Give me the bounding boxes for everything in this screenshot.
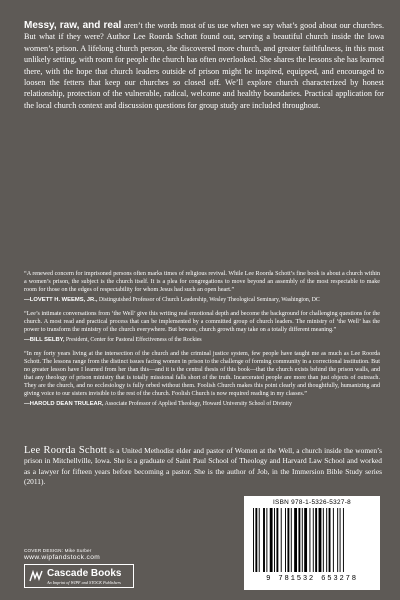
author-bio [24,446,382,488]
barcode-bar [323,508,324,572]
endorsement [24,350,380,408]
barcode-bar [309,508,310,572]
barcode-bar [294,508,297,572]
barcode-bar [287,508,289,572]
author-bio-text: is a United Methodist elder and pastor of Women at the Well, a church inside the women’s prison in Mitchellville, Iowa. She is a graduate of Saint Paul School of Theology and Harvard Law School and worked as a lawyer for fifteen years before becoming a pastor. She is the author of Job, in the Immersion Bible Study series (2011). [24,446,382,487]
barcode-bar [333,508,334,572]
author-name: Lee Roorda Schott [24,445,107,456]
barcode-bar [263,508,265,572]
barcode-icon [252,508,372,572]
barcode-bar [270,508,273,572]
endorser-name: —BILL SELBY, [24,337,65,343]
endorser-title: Distinguished Professor of Church Leadership, Wesley Theological Seminary, Washington, DC [97,297,320,303]
barcode-bar [281,508,282,572]
publisher-tagline: An Imprint of WIPF and STOCK Publishers [47,580,121,585]
barcode-bar [315,508,317,572]
barcode-bar [285,508,286,572]
endorsement-quote: “A renewed concern for imprisoned persons often marks times of religious revival. While Lee Roorda Schott’s fine book is about a church within a women’s prison, the subject is the church itself. It is a plea for congregations to move beyond an assembly of the most respectable to make room for those on the edges of respectability for whom Jesus had such an open heart.” [24,271,380,293]
endorser-title: President, Center for Pastoral Effectiveness of the Rockies [64,337,202,343]
endorsement-attribution [24,400,380,408]
barcode-bar [313,508,314,572]
barcode-bar [259,508,260,572]
endorser-name: —LOVETT H. WEEMS, JR., [24,297,98,303]
barcode-bar [255,508,257,572]
endorser-name: —HAROLD DEAN TRULEAR, [24,401,104,407]
endorsement-attribution [24,336,380,344]
isbn-number: ISBN 978-1-5326-5327-8 [272,499,351,506]
barcode-bar [253,508,254,572]
endorsement-quote: “In my forty years living at the intersection of the church and the criminal justice system, few people have taught me as much as Lee Roorda Schott. The lessons range from the distinct issues facing women in prison to the challenge of forming community in a correctional institution. But no greater lesson have I learned from her than this—and it is the central thesis of this book—that the church exists behind the prison walls, and that any theology of prison ministry that is totally missional falls short of the truth. Incarcerated people are more than just objects of outreach. They are the church, and no ecclesiology is fully orbed without them. Foolish Church makes this point clearly and thoughtfully, humanizing and giving voice to our sisters invisible to the rest of the church. Foolish Church is now required reading in my classes.” [24,351,380,397]
cascade-logo-icon [29,569,43,583]
barcode-bar [340,508,341,572]
isbn-barcode-block [244,496,380,590]
intro-paragraph [24,20,384,111]
publisher-logo [24,564,134,588]
barcode-digits: 9 781532 653278 [266,575,358,583]
intro-text: aren’t the words most of us use when we say what’s good about our churches. But what if they were? Author Lee Roorda Schott found out, serving a beautiful church inside the Iowa women’s prison. A lifelong church person, she discovered more church, and greater faithfulness, in this most unlikely setting, with room for people the church has often overlooked. She shares the lessons she has learned there, with the hope that church leaders outside of prison might be inspired, equipped, and encouraged to loosen the fetters that keep our churches so closed off. We’ll explore church characterized by honest relationship, protection of the vulnerable, radical, welcome and healthy boundaries. Practical application for the local church context and discussion questions for group study are included throughout. [24,21,384,110]
endorsements [24,270,380,414]
endorser-title: Associate Professor of Applied Theology, Howard University School of Divinity [103,401,292,407]
barcode-bar [266,508,267,572]
barcode-bar [274,508,275,572]
barcode-bar [302,508,303,572]
cover-design-credit: COVER DESIGN: Mike Surber [24,548,92,553]
barcode-bar [276,508,278,572]
endorsement [24,270,380,304]
endorsement-attribution [24,296,380,304]
endorsement [24,310,380,344]
barcode-bar [298,508,300,572]
publisher-name: Cascade Books [47,568,122,579]
barcode-bar [337,508,338,572]
publisher-website: www.wipfandstock.com [24,554,101,561]
barcode-bar [291,508,292,572]
barcode-bar [343,508,344,572]
barcode-bar [329,508,331,572]
barcode-bar [304,508,307,572]
intro-lead: Messy, raw, and real [24,20,122,31]
barcode-bar [319,508,322,572]
endorsement-quote: “Lee’s intimate conversations from ‘the Well’ give this writing real emotional depth and become the background for challenging questions for the church. A most read and practical process that can be implemented by a committed group of church leaders. The ministry of ‘the Well’ has the power to transform the ministry of the church everywhere. But beware, church growth may take on a totally different meaning.” [24,311,380,333]
barcode-bar [326,508,327,572]
